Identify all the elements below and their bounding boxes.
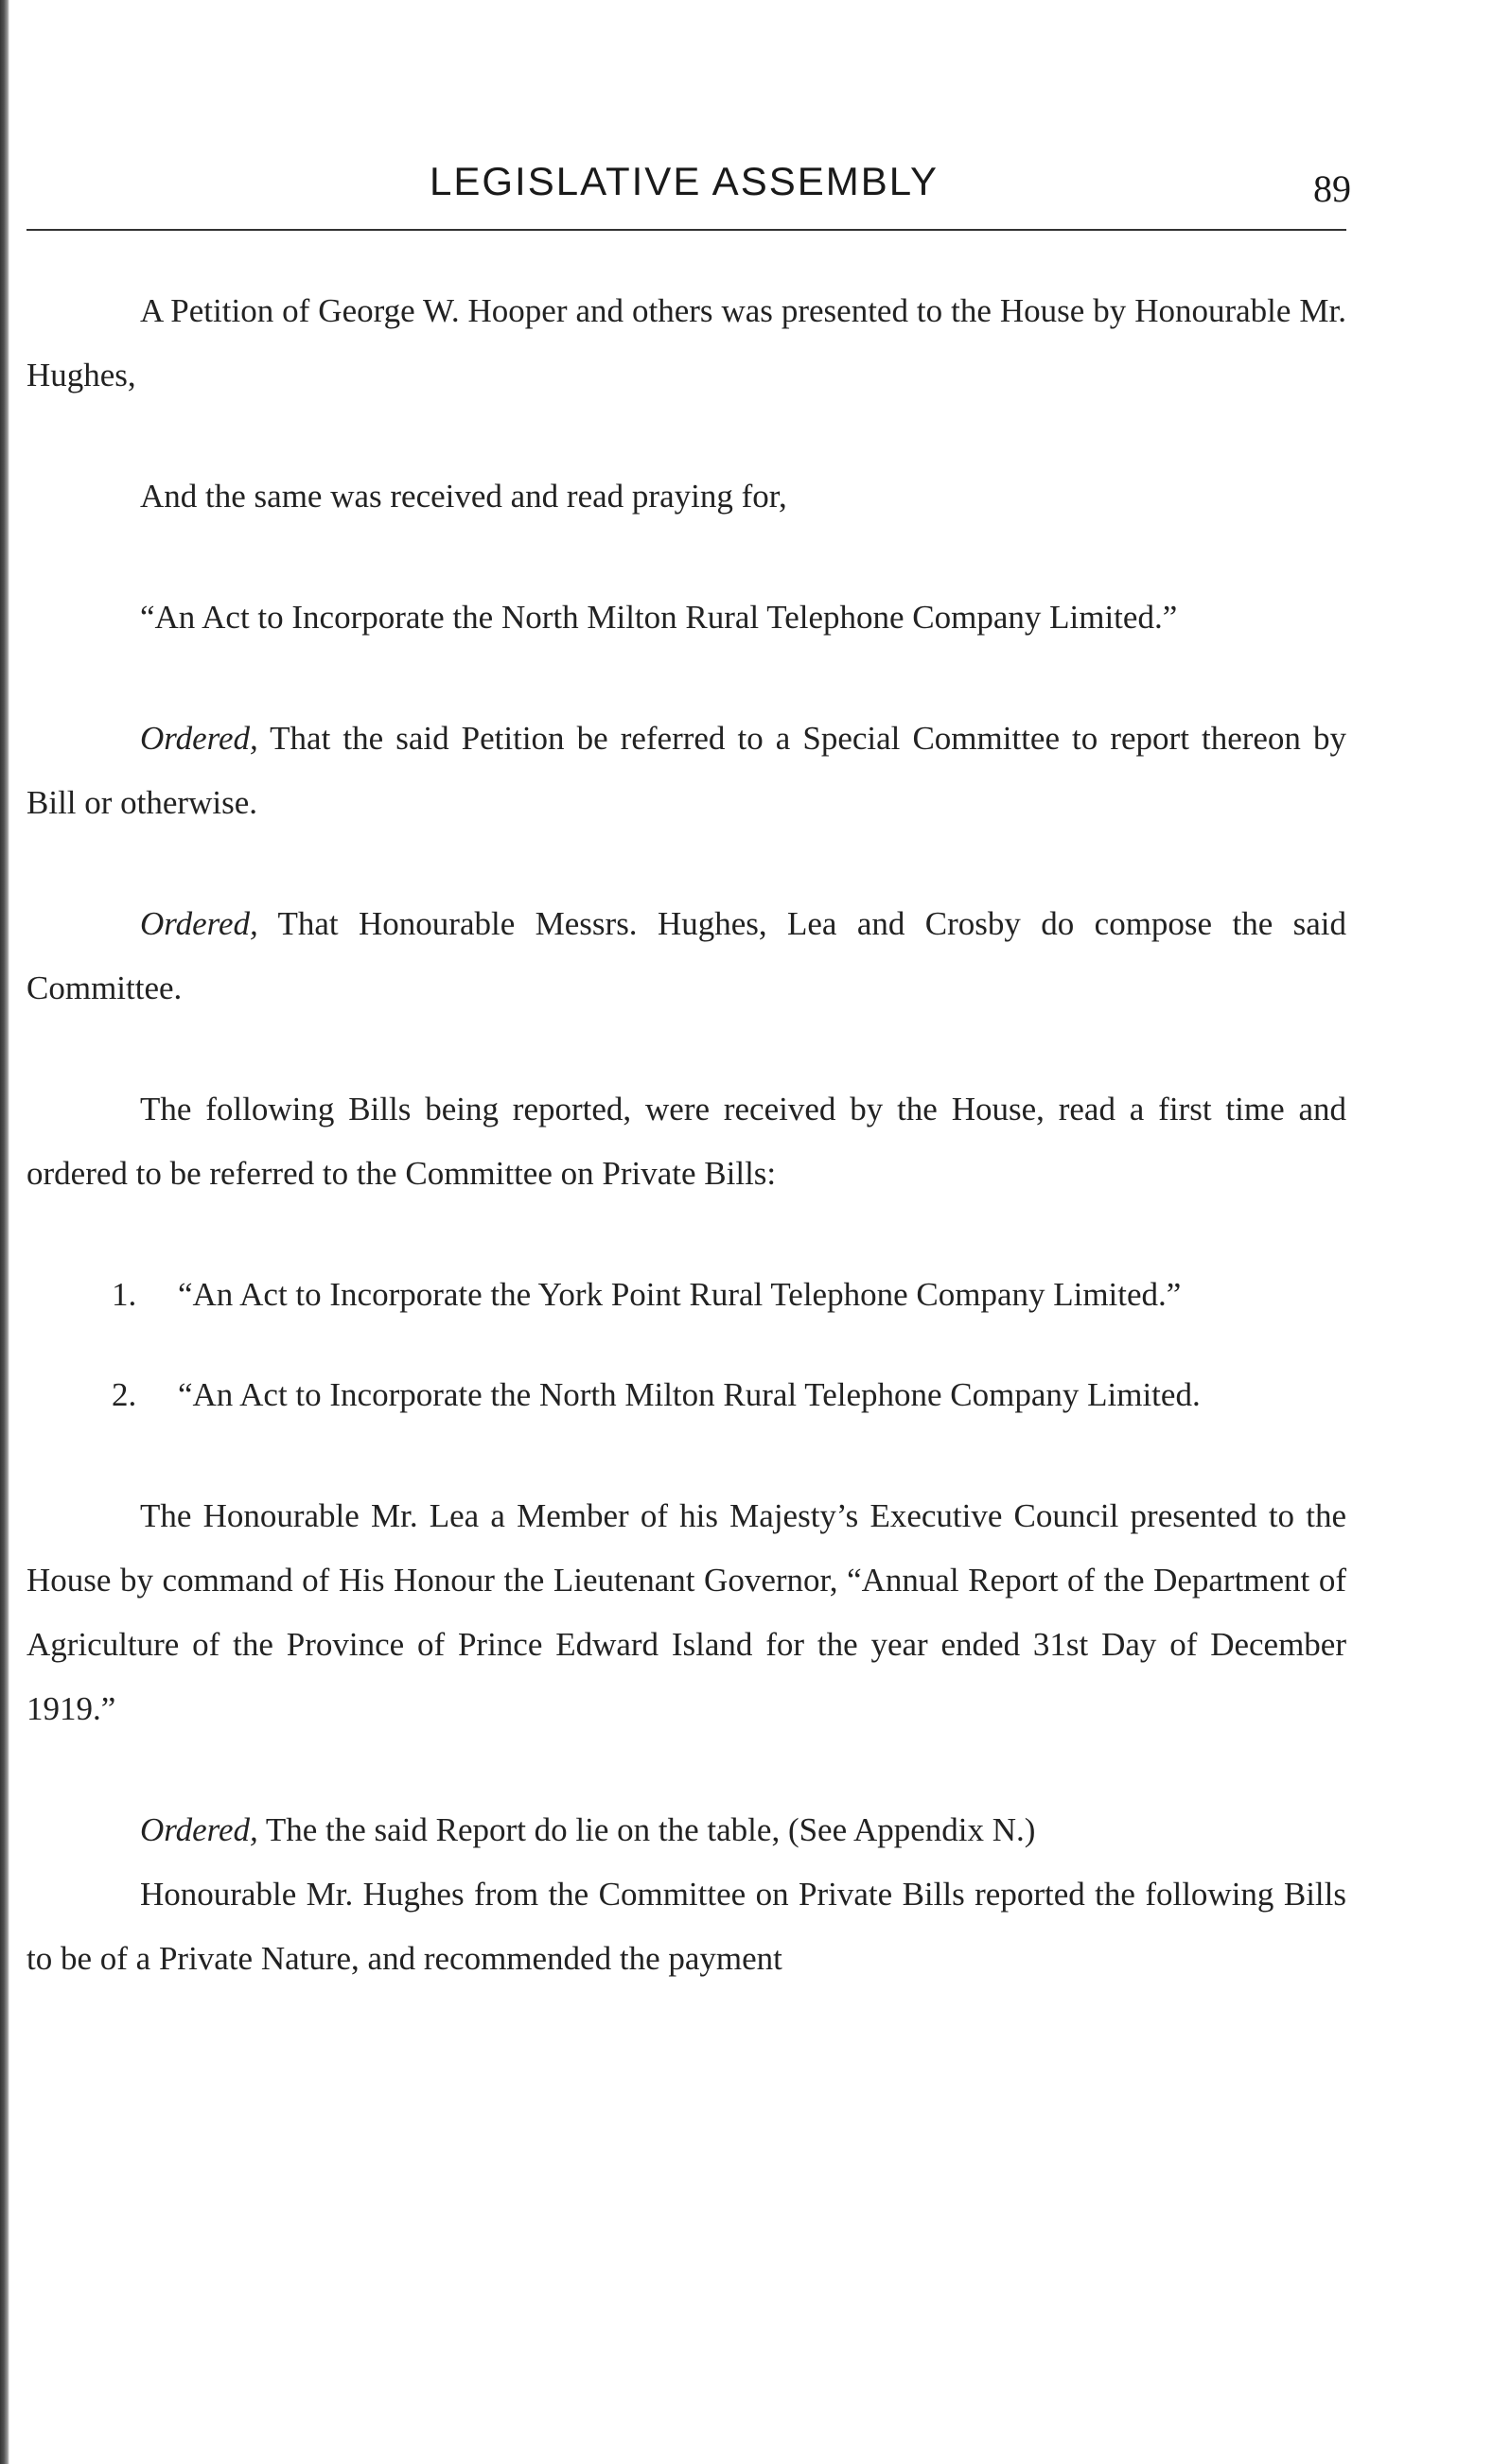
list-item-bill-2 [26, 1363, 1346, 1427]
ordered-text: That the said Petition be referred to a Special Committee to report thereon by Bill or otherwise. [26, 720, 1346, 821]
paragraph-ordered-referral [26, 707, 1346, 835]
body-text [26, 279, 1346, 1991]
document-page [26, 142, 1351, 1977]
ordered-label: Ordered, [140, 905, 258, 942]
ordered-label: Ordered, [140, 1811, 258, 1848]
paragraph-petition: A Petition of George W. Hooper and others was presented to the House by Honourable Mr. Hughes, [26, 292, 1346, 393]
list-item-number: 2. [112, 1376, 137, 1413]
paragraph-act-title: “An Act to Incorporate the North Milton Rural Telephone Company Limited.” [140, 599, 1178, 636]
ordered-text: The the said Report do lie on the table, (See Appendix N.) [257, 1811, 1036, 1848]
paragraph-ordered-committee [26, 892, 1346, 1021]
header-rule [26, 229, 1346, 231]
ordered-label: Ordered, [140, 720, 258, 757]
paragraph-ordered-table [26, 1798, 1346, 1862]
paragraph-bills-reported: The following Bills being reported, were received by the House, read a first time and ordered to be referred to the Committee on Private Bills: [26, 1091, 1346, 1192]
page-header [26, 142, 1351, 208]
list-item-text: “An Act to Incorporate the York Point Rural Telephone Company Limited.” [178, 1276, 1182, 1313]
list-item-number: 1. [112, 1276, 137, 1313]
page-number: 89 [1313, 167, 1351, 210]
list-item-bill-1 [26, 1263, 1346, 1327]
paragraph-annual-report: The Honourable Mr. Lea a Member of his Majesty’s Executive Council presented to the House by command of His Honour the Lieutenant Governor, “Annual Report of the Department of Agriculture of the Province of Prince Edward Island for the year ended 31st Day of December 1919.” [26, 1497, 1346, 1727]
page-binding-edge [0, 0, 9, 2464]
ordered-text: That Honourable Messrs. Hughes, Lea and Crosby do compose the said Committee. [26, 905, 1346, 1006]
running-head-title: LEGISLATIVE ASSEMBLY [430, 159, 939, 203]
paragraph-received: And the same was received and read praying for, [140, 478, 787, 515]
list-item-text: “An Act to Incorporate the North Milton Rural Telephone Company Limited. [178, 1376, 1201, 1413]
paragraph-private-bills: Honourable Mr. Hughes from the Committee on Private Bills reported the following Bills to be of a Private Nature, and recommended the payment [26, 1876, 1346, 1977]
